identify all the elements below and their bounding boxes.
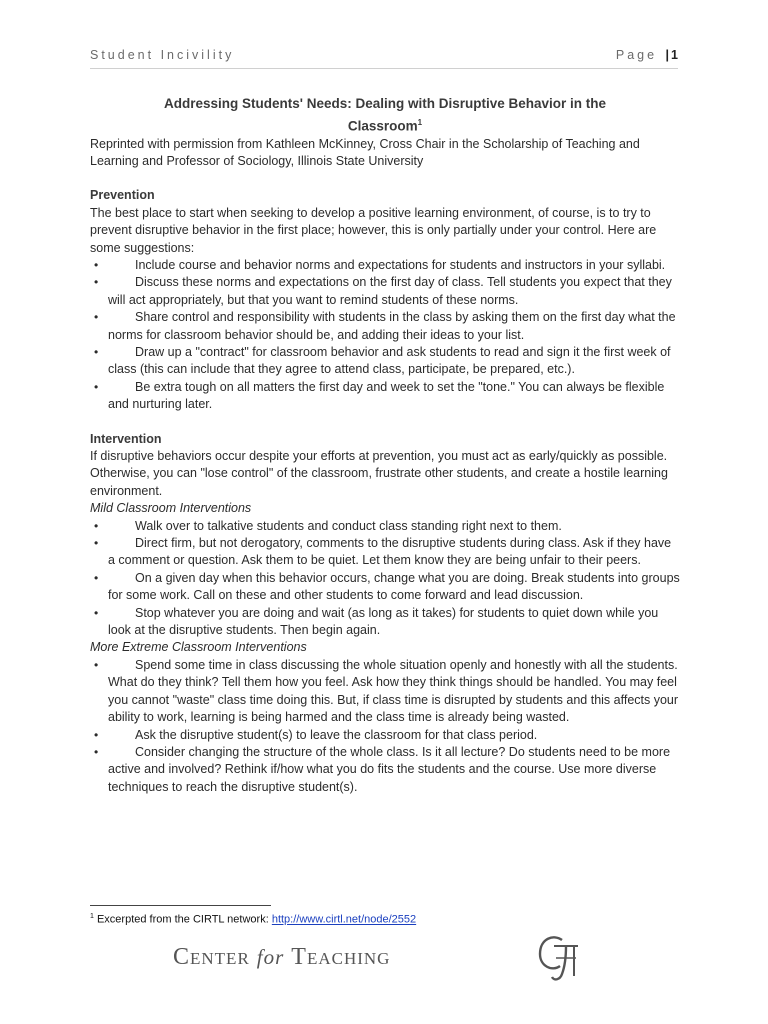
bullet-icon: • bbox=[94, 310, 99, 325]
bullet-icon: • bbox=[94, 657, 99, 672]
extreme-interventions-heading: More Extreme Classroom Interventions bbox=[90, 640, 307, 655]
list-item: • Discuss these norms and expectations on the first day of class. Tell students you expect that they will act appropriately, but that you want to remind students of these norms. bbox=[94, 275, 672, 307]
running-header bbox=[90, 46, 678, 69]
list-item: • Be extra tough on all matters the first day and week to set the "tone." You can always be flexible and nurturing later. bbox=[94, 379, 665, 412]
footnote-text: Excerpted from the CIRTL network: bbox=[96, 913, 272, 926]
list-item: • On a given day when this behavior occurs, change what you are doing. Break students into groups for some work. Call on these and other students to come forward and lead discussion. bbox=[94, 570, 680, 603]
list-item: • Include course and behavior norms and expectations for students and instructors in your syllabi. bbox=[90, 257, 680, 274]
footnote bbox=[90, 913, 416, 926]
intervention-intro: If disruptive behaviors occur despite your efforts at prevention, you must act as early/quickly as possible. Otherwise, you can "lose control" of the classroom, frustrate other students, and create a hostile learning environment. bbox=[90, 449, 668, 498]
bullet-icon: • bbox=[94, 518, 99, 533]
page-number: 1 bbox=[671, 48, 678, 62]
page-label: Page bbox=[615, 48, 658, 62]
title-footnote-mark: 1 bbox=[417, 118, 423, 127]
extreme-interventions-list bbox=[90, 657, 680, 796]
bullet-icon: • bbox=[94, 570, 99, 585]
list-item: • Share control and responsibility with students in the class by asking them on the first day what the norms for classroom behavior should be, and adding their ideas to your list. bbox=[94, 310, 676, 342]
center-for-teaching-logo: Center for Teaching bbox=[173, 944, 391, 970]
bullet-icon: • bbox=[94, 344, 99, 359]
list-item: • Walk over to talkative students and conduct class standing right next to them. bbox=[90, 518, 680, 535]
title-text: Addressing Students' Needs: Dealing with Disruptive Behavior in the Classroom bbox=[163, 96, 607, 134]
document-body bbox=[90, 94, 680, 796]
cft-monogram-icon bbox=[532, 930, 586, 984]
list-item: • Draw up a "contract" for classroom behavior and ask students to read and sign it the first week of class (this can include that they agree to attend class, participate, be prepared, etc.). bbox=[94, 344, 671, 377]
mild-interventions-heading: Mild Classroom Interventions bbox=[90, 501, 252, 516]
list-item: • Consider changing the structure of the whole class. Is it all lecture? Do students need to be more active and involved? Rethink if/how what you do fits the students and the course. Use more diverse techniques to reach the disruptive student(s). bbox=[94, 744, 671, 794]
page-indicator bbox=[616, 48, 678, 62]
running-title: Student Incivility bbox=[90, 48, 235, 62]
bullet-icon: • bbox=[94, 379, 99, 394]
footnote-mark: 1 bbox=[90, 913, 94, 920]
prevention-heading: Prevention bbox=[90, 188, 155, 203]
list-item: • Ask the disruptive student(s) to leave the classroom for that class period. bbox=[90, 727, 680, 744]
prevention-list bbox=[90, 257, 680, 414]
bullet-icon: • bbox=[94, 605, 99, 620]
list-item: • Spend some time in class discussing the whole situation openly and honestly with all the students. What do they think? Tell them how you feel. Ask how they think things should be handled. You may feel you cannot "waste" class time doing this. But, if class time is disrupted by students and this affects your ability to work, learning is being harmed and the class time is already being wasted. bbox=[94, 657, 679, 725]
page-separator: | bbox=[665, 48, 670, 62]
bullet-icon: • bbox=[94, 257, 99, 272]
bullet-icon: • bbox=[94, 744, 99, 759]
reprint-note: Reprinted with permission from Kathleen McKinney, Cross Chair in the Scholarship of Teaching and Learning and Professor of Sociology, Illinois State University bbox=[90, 136, 640, 168]
list-item: • Direct firm, but not derogatory, comments to the disruptive students during class. Ask if they have a comment or question. Ask them to be quiet. Let them know they are being unfair to their peers. bbox=[94, 536, 672, 568]
bullet-icon: • bbox=[94, 536, 99, 551]
bullet-icon: • bbox=[94, 275, 99, 290]
bullet-icon: • bbox=[94, 727, 99, 742]
document-title bbox=[90, 94, 680, 136]
footnote-link[interactable]: http://www.cirtl.net/node/2552 bbox=[271, 913, 417, 926]
list-item: • Stop whatever you are doing and wait (as long as it takes) for students to quiet down while you look at the disruptive students. Then begin again. bbox=[94, 605, 659, 638]
mild-interventions-list bbox=[90, 518, 680, 640]
footnote-divider bbox=[90, 905, 271, 906]
intervention-heading: Intervention bbox=[90, 431, 162, 446]
prevention-intro: The best place to start when seeking to develop a positive learning environment, of course, is to try to prevent disruptive behavior in the first place; however, this is only partially under your control. Here are some suggestions: bbox=[90, 205, 657, 255]
